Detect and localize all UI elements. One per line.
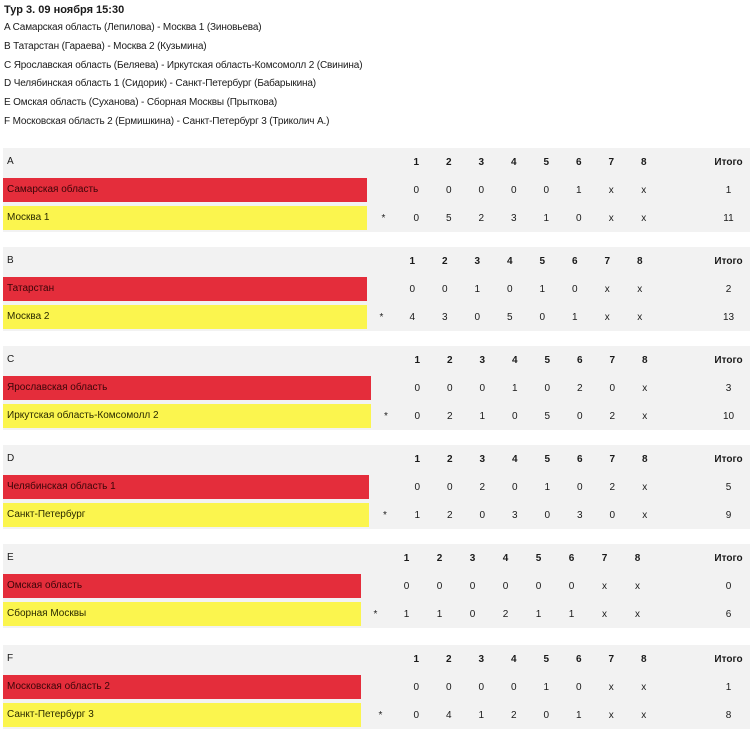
score-cell: 4 <box>445 709 452 721</box>
column-header: 2 <box>445 156 452 168</box>
column-header: 4 <box>511 354 518 366</box>
round-title: Тур 3. 09 ноября 15:30 <box>4 4 125 16</box>
column-header: 7 <box>608 156 615 168</box>
score-cell: 5 <box>445 212 452 224</box>
column-header: 2 <box>446 453 453 465</box>
first-move-marker: * <box>379 311 384 323</box>
column-header: 4 <box>510 653 517 665</box>
score-cell: 0 <box>479 382 486 394</box>
total-header: Итого <box>714 453 743 465</box>
total-score: 2 <box>725 283 732 295</box>
total-score: 0 <box>725 580 732 592</box>
score-cell: 4 <box>409 311 416 323</box>
score-cell: 1 <box>474 283 481 295</box>
group-label: E <box>7 552 14 563</box>
game-block-a <box>3 148 750 232</box>
first-move-marker: * <box>373 608 378 620</box>
score-cell: 0 <box>413 681 420 693</box>
score-cell: x <box>642 410 648 422</box>
column-header: 5 <box>535 552 542 564</box>
team-name: Самарская область <box>3 178 367 202</box>
score-cell: 0 <box>436 580 443 592</box>
score-cell: x <box>641 184 647 196</box>
score-cell: 0 <box>544 382 551 394</box>
game-header-row <box>3 148 750 176</box>
column-header: 1 <box>409 255 416 267</box>
team-row <box>3 572 750 600</box>
total-header: Итого <box>714 653 743 665</box>
score-cell: x <box>635 580 640 592</box>
score-cell: x <box>602 580 607 592</box>
total-score: 5 <box>725 481 732 493</box>
round-header <box>4 4 746 134</box>
group-label: F <box>7 653 14 664</box>
score-cell: 1 <box>571 311 578 323</box>
column-header: 7 <box>609 453 616 465</box>
score-cell: x <box>604 283 610 295</box>
score-cell: 0 <box>609 509 616 521</box>
total-score: 9 <box>725 509 732 521</box>
column-header: 6 <box>575 156 582 168</box>
column-header: 4 <box>502 552 509 564</box>
team-name: Татарстан <box>3 277 367 301</box>
group-label: C <box>7 354 15 365</box>
score-cell: 1 <box>575 709 582 721</box>
score-cell: 0 <box>506 283 513 295</box>
game-block-d <box>3 445 750 529</box>
team-row <box>3 402 750 430</box>
column-header: 8 <box>640 156 647 168</box>
total-header: Итого <box>714 156 743 168</box>
score-cell: x <box>641 212 647 224</box>
column-header: 5 <box>543 156 550 168</box>
score-cell: 0 <box>544 509 551 521</box>
score-cell: 0 <box>479 509 486 521</box>
column-header: 3 <box>479 453 486 465</box>
total-score: 11 <box>723 212 734 224</box>
score-cell: x <box>608 681 614 693</box>
game-header-row <box>3 247 750 275</box>
team-row <box>3 204 750 232</box>
score-cell: 0 <box>571 283 578 295</box>
score-cell: 0 <box>575 212 582 224</box>
score-cell: 1 <box>544 481 551 493</box>
column-header: 3 <box>469 552 476 564</box>
score-cell: 2 <box>609 410 616 422</box>
column-header: 6 <box>568 552 575 564</box>
matches-list <box>4 21 746 134</box>
first-move-marker: * <box>383 509 387 521</box>
total-score: 1 <box>725 184 732 196</box>
score-cell: 0 <box>413 709 420 721</box>
game-header-row <box>3 346 750 374</box>
score-cell: 1 <box>403 608 410 620</box>
column-header: 8 <box>641 354 648 366</box>
team-name: Москва 2 <box>3 305 367 329</box>
score-cell: 0 <box>543 709 550 721</box>
column-header: 2 <box>446 354 453 366</box>
total-header: Итого <box>714 552 743 564</box>
column-header: 6 <box>576 354 583 366</box>
column-header: 4 <box>511 453 518 465</box>
column-header: 1 <box>403 552 410 564</box>
score-cell: 0 <box>414 382 421 394</box>
column-header: 6 <box>571 255 578 267</box>
team-name: Ярославская область <box>3 376 371 400</box>
total-score: 3 <box>725 382 732 394</box>
score-cell: 0 <box>403 580 410 592</box>
score-cell: 0 <box>511 410 518 422</box>
game-block-e <box>3 544 750 628</box>
column-header: 3 <box>474 255 481 267</box>
score-cell: 0 <box>510 681 517 693</box>
score-cell: 3 <box>576 509 583 521</box>
score-cell: x <box>635 608 640 620</box>
score-cell: 2 <box>446 509 453 521</box>
score-cell: 2 <box>446 410 453 422</box>
score-cell: 0 <box>474 311 481 323</box>
score-cell: x <box>642 481 648 493</box>
score-cell: 1 <box>543 212 550 224</box>
column-header: 2 <box>441 255 448 267</box>
score-cell: 0 <box>568 580 575 592</box>
team-row <box>3 374 750 402</box>
score-cell: 1 <box>478 709 485 721</box>
first-move-marker: * <box>378 709 383 721</box>
score-cell: 0 <box>576 481 583 493</box>
game-block-f <box>3 645 750 729</box>
score-cell: 1 <box>436 608 443 620</box>
score-cell: 0 <box>414 481 421 493</box>
total-score: 8 <box>725 709 732 721</box>
team-name: Московская область 2 <box>3 675 361 699</box>
score-cell: 0 <box>413 184 420 196</box>
match-line-f: F Московская область 2 (Ермишкина) - Санкт-Петербург 3 (Триколич А.) <box>4 115 330 127</box>
team-name: Омская область <box>3 574 361 598</box>
column-header: 5 <box>539 255 546 267</box>
score-cell: 0 <box>413 212 420 224</box>
score-cell: 3 <box>510 212 517 224</box>
team-name: Санкт-Петербург 3 <box>3 703 361 727</box>
match-line-a: A Самарская область (Лепилова) - Москва 1 (Зиновьева) <box>4 22 262 33</box>
team-row <box>3 473 750 501</box>
match-line-d: D Челябинская область 1 (Сидорик) - Санкт-Петербург (Бабарыкина) <box>4 78 316 90</box>
score-cell: 1 <box>568 608 575 620</box>
score-cell: x <box>608 709 614 721</box>
group-label: B <box>7 255 14 266</box>
column-header: 1 <box>414 453 421 465</box>
column-header: 6 <box>576 453 583 465</box>
game-block-c <box>3 346 750 430</box>
column-header: 3 <box>478 653 485 665</box>
score-cell: 3 <box>441 311 448 323</box>
total-score: 13 <box>722 311 735 323</box>
total-header: Итого <box>714 255 743 267</box>
total-score: 6 <box>725 608 732 620</box>
score-cell: 0 <box>535 580 542 592</box>
column-header: 8 <box>641 453 648 465</box>
column-header: 4 <box>506 255 513 267</box>
column-header: 1 <box>413 653 420 665</box>
score-cell: x <box>642 509 648 521</box>
score-cell: 1 <box>511 382 518 394</box>
score-cell: 5 <box>506 311 513 323</box>
column-header: 4 <box>510 156 517 168</box>
score-cell: 0 <box>445 184 452 196</box>
score-cell: 1 <box>535 608 542 620</box>
score-cell: 0 <box>510 184 517 196</box>
score-cell: 2 <box>609 481 616 493</box>
team-name: Москва 1 <box>3 206 367 230</box>
column-header: 2 <box>436 552 443 564</box>
group-label: D <box>7 453 15 464</box>
game-header-row <box>3 645 750 673</box>
total-score: 10 <box>722 410 735 422</box>
column-header: 7 <box>609 354 616 366</box>
match-line-e: E Омская область (Суханова) - Сборная Москвы (Прыткова) <box>4 97 278 109</box>
total-score: 1 <box>725 681 732 693</box>
team-row <box>3 701 750 729</box>
score-cell: 2 <box>478 212 485 224</box>
score-cell: 1 <box>479 410 486 422</box>
score-cell: x <box>604 311 610 323</box>
score-cell: 0 <box>469 608 476 620</box>
group-label: A <box>7 156 14 167</box>
column-header: 1 <box>414 354 421 366</box>
column-header: 5 <box>543 653 550 665</box>
match-line-b: B Татарстан (Гараева) - Москва 2 (Кузьмина) <box>4 40 207 52</box>
score-cell: x <box>637 283 643 295</box>
first-move-marker: * <box>384 410 388 422</box>
game-header-row <box>3 445 750 473</box>
score-cell: 0 <box>478 681 485 693</box>
column-header: 3 <box>478 156 485 168</box>
total-header: Итого <box>714 354 743 366</box>
score-cell: 0 <box>543 184 550 196</box>
score-cell: 0 <box>445 681 452 693</box>
score-cell: x <box>641 709 647 721</box>
score-cell: x <box>602 608 607 620</box>
score-cell: x <box>608 212 614 224</box>
score-cell: 3 <box>511 509 518 521</box>
score-cell: 0 <box>575 681 582 693</box>
game-header-row <box>3 544 750 572</box>
score-cell: 2 <box>479 481 486 493</box>
score-cell: 1 <box>414 509 421 521</box>
score-cell: x <box>642 382 648 394</box>
game-block-b <box>3 247 750 331</box>
team-name: Челябинская область 1 <box>3 475 369 499</box>
team-row <box>3 501 750 529</box>
column-header: 8 <box>634 552 641 564</box>
score-cell: 0 <box>446 382 453 394</box>
team-row <box>3 673 750 701</box>
column-header: 3 <box>479 354 486 366</box>
score-cell: 0 <box>511 481 518 493</box>
match-line-c: C Ярославская область (Беляева) - Иркутская область-Комсомолл 2 (Свинина) <box>4 59 363 71</box>
score-cell: 2 <box>510 709 517 721</box>
score-cell: 0 <box>409 283 416 295</box>
score-cell: 1 <box>539 283 546 295</box>
score-cell: 0 <box>539 311 546 323</box>
team-row <box>3 600 750 628</box>
score-cell: 0 <box>446 481 453 493</box>
team-name: Сборная Москвы <box>3 602 361 626</box>
first-move-marker: * <box>381 212 386 224</box>
score-cell: 0 <box>469 580 476 592</box>
score-cell: 0 <box>576 410 583 422</box>
column-header: 7 <box>604 255 611 267</box>
score-cell: x <box>637 311 643 323</box>
score-cell: 1 <box>575 184 582 196</box>
score-cell: 5 <box>544 410 551 422</box>
score-cell: x <box>608 184 614 196</box>
column-header: 2 <box>445 653 452 665</box>
team-name: Иркутская область-Комсомолл 2 <box>3 404 371 428</box>
score-cell: 0 <box>502 580 509 592</box>
team-name: Санкт-Петербург <box>3 503 369 527</box>
score-cell: 0 <box>414 410 421 422</box>
score-cell: 2 <box>502 608 509 620</box>
column-header: 8 <box>636 255 643 267</box>
column-header: 6 <box>575 653 582 665</box>
column-header: 5 <box>544 453 551 465</box>
team-row <box>3 275 750 303</box>
score-cell: 0 <box>478 184 485 196</box>
score-cell: 0 <box>441 283 448 295</box>
score-cell: 1 <box>543 681 550 693</box>
column-header: 7 <box>608 653 615 665</box>
score-cell: 0 <box>609 382 616 394</box>
column-header: 1 <box>413 156 420 168</box>
team-row <box>3 176 750 204</box>
column-header: 8 <box>640 653 647 665</box>
team-row <box>3 303 750 331</box>
score-cell: 2 <box>576 382 583 394</box>
column-header: 7 <box>601 552 608 564</box>
column-header: 5 <box>544 354 551 366</box>
score-cell: x <box>641 681 647 693</box>
